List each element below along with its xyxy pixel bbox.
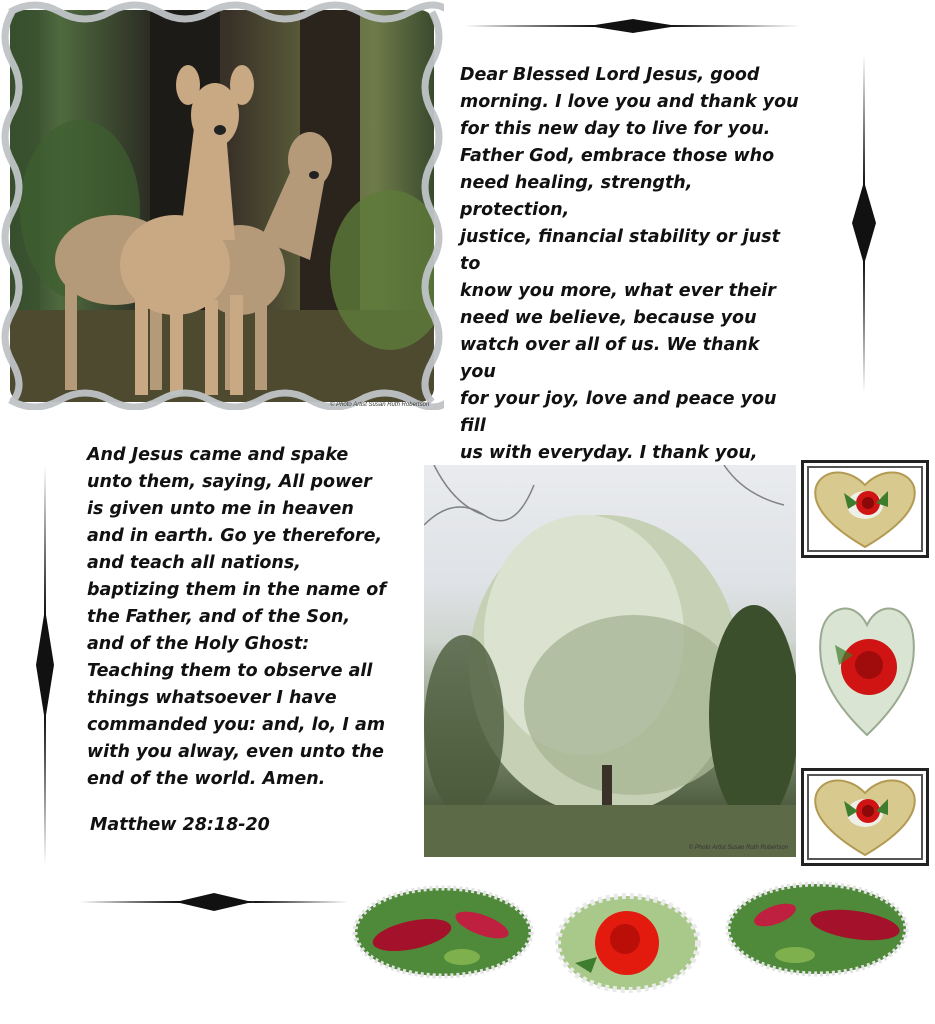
blossoming-tree-photo xyxy=(424,465,796,857)
scripture-text: And Jesus came and spake unto them, saying, All power is given unto me in heaven and in earth. Go ye therefore, and teach all nations, baptizing them in the name of the Father, and of the Son, and of the Holy Ghost: Teaching them to observe all things whatsoever I have commanded you: and, lo, I am with you alway, even unto the end of the world. Amen. xyxy=(87,445,386,789)
framed-heart-rose-top xyxy=(801,460,929,558)
bottom-oval-flower-right xyxy=(725,880,910,978)
scripture-reference: Matthew 28:18-20 xyxy=(90,815,270,835)
rose-heart-middle xyxy=(815,595,919,740)
right-vertical-divider xyxy=(850,55,878,393)
bottom-divider xyxy=(80,892,348,912)
bottom-rose-center xyxy=(555,893,702,993)
bottom-oval-flower-left xyxy=(352,885,534,980)
deer-photo-credit: © Photo Artist Susan Ruth Robertson xyxy=(330,402,430,408)
wavy-photo-frame xyxy=(0,0,444,410)
tree-photo-credit: © Photo Artist Susan Ruth Robertson xyxy=(688,845,788,851)
left-vertical-divider xyxy=(34,465,56,865)
framed-heart-rose-bottom xyxy=(801,768,929,866)
top-divider xyxy=(465,18,800,34)
prayer-text: Dear Blessed Lord Jesus, good morning. I love you and thank you for this new day to live for you. Father God, embrace those who need healing, strength, protection, justice, financial stability or just to know you more, what ever their need we believe, because you watch over all of us. We thank you for your joy, love and peace you fill us with everyday. I thank you, xyxy=(460,65,799,463)
